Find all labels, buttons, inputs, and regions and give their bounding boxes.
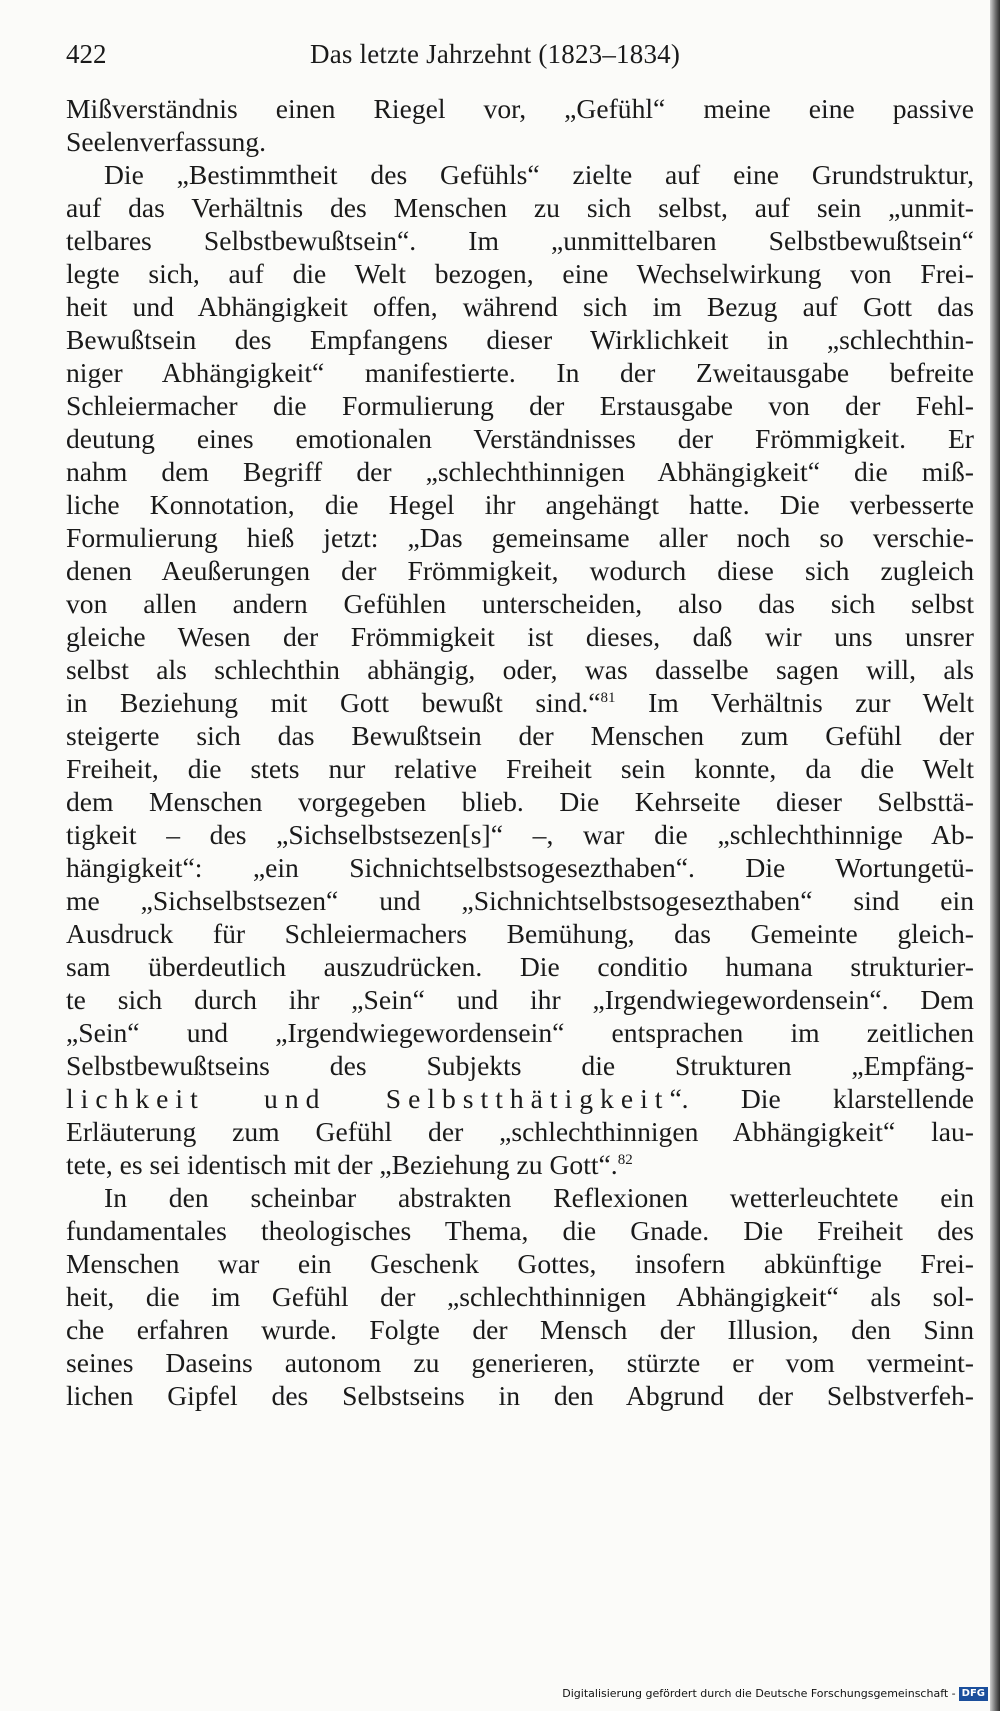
- line-text: fundamentales theologisches Thema, die Gnade. Die Freiheit des: [66, 1215, 974, 1246]
- text-line: [66, 125, 974, 158]
- line-text: te sich durch ihr „Sein“ und ihr „Irgendwiegewordensein“. Dem: [66, 984, 974, 1015]
- text-line: [66, 1379, 974, 1412]
- text-line: [66, 1247, 974, 1280]
- line-text: hängigkeit“: „ein Sichnichtselbstsogesezthaben“. Die Wortungetü-: [66, 852, 974, 883]
- line-text: sam überdeutlich auszudrücken. Die conditio humana strukturier-: [66, 951, 974, 982]
- running-head: Das letzte Jahrzehnt (1823–1834): [310, 39, 681, 69]
- text-line: [66, 752, 974, 785]
- text-line: [66, 686, 974, 719]
- text-line: [66, 1115, 974, 1148]
- text-line: [66, 455, 974, 488]
- text-line: [66, 257, 974, 290]
- line-text: auf das Verhältnis des Menschen zu sich selbst, auf sein „unmit-: [66, 192, 974, 223]
- line-text: von allen andern Gefühlen unterscheiden, also das sich selbst: [66, 588, 974, 619]
- line-text: seines Daseins autonom zu generieren, stürzte er vom vermeint-: [66, 1347, 974, 1378]
- line-text: heit und Abhängigkeit offen, während sich im Bezug auf Gott das: [66, 291, 974, 322]
- line-text: „Sein“ und „Irgendwiegewordensein“ entsprachen im zeitlichen: [66, 1017, 974, 1048]
- line-text: “. Die klarstellende: [669, 1083, 974, 1114]
- line-text: legte sich, auf die Welt bezogen, eine Wechselwirkung von Frei-: [66, 258, 974, 289]
- line-text: liche Konnotation, die Hegel ihr angehängt hatte. Die verbesserte: [66, 489, 974, 520]
- text-line: [66, 158, 974, 191]
- line-text: in Beziehung mit Gott bewußt sind.“: [66, 687, 601, 718]
- line-text: Formulierung hieß jetzt: „Das gemeinsame aller noch so verschie-: [66, 522, 974, 553]
- text-line: [66, 983, 974, 1016]
- line-text: Seelenverfassung.: [66, 126, 266, 157]
- line-text: Schleiermacher die Formulierung der Erstausgabe von der Fehl-: [66, 390, 974, 421]
- text-line: [66, 1016, 974, 1049]
- page-edge-shadow: [990, 0, 1000, 1711]
- line-text: selbst als schlechthin abhängig, oder, was dasselbe sagen will, als: [66, 654, 974, 685]
- text-line: [66, 422, 974, 455]
- line-text: heit, die im Gefühl der „schlechthinnigen Abhängigkeit“ als sol-: [66, 1281, 974, 1312]
- text-line: [66, 1280, 974, 1313]
- footnote-marker: 82: [617, 1152, 633, 1168]
- digitization-credit: [562, 1686, 988, 1702]
- line-text: Bewußtsein des Empfangens dieser Wirklichkeit in „schlechthin-: [66, 324, 974, 355]
- text-line: [66, 191, 974, 224]
- text-line: [66, 950, 974, 983]
- text-line: [66, 1181, 974, 1214]
- credit-text: Digitalisierung gefördert durch die Deutsche Forschungsgemeinschaft -: [562, 1687, 956, 1700]
- line-text: Ausdruck für Schleiermachers Bemühung, das Gemeinte gleich-: [66, 918, 974, 949]
- line-text: niger Abhängigkeit“ manifestierte. In der Zweitausgabe befreite: [66, 357, 974, 388]
- text-line: [66, 1148, 974, 1181]
- line-text: Freiheit, die stets nur relative Freiheit sein konnte, da die Welt: [66, 753, 974, 784]
- text-line: [66, 521, 974, 554]
- text-line: [66, 1082, 974, 1115]
- text-line: [66, 356, 974, 389]
- text-line: [66, 224, 974, 257]
- line-text: me „Sichselbstsezen“ und „Sichnichtselbstsogesezthaben“ sind ein: [66, 885, 974, 916]
- text-line: [66, 1214, 974, 1247]
- line-text: gleiche Wesen der Frömmigkeit ist dieses, daß wir uns unsrer: [66, 621, 974, 652]
- text-line: [66, 653, 974, 686]
- text-line: [66, 884, 974, 917]
- line-text: telbares Selbstbewußtsein“. Im „unmittelbaren Selbstbewußtsein“: [66, 225, 974, 256]
- text-line: [66, 719, 974, 752]
- text-line: [66, 488, 974, 521]
- text-line: [66, 290, 974, 323]
- line-text: dem Menschen vorgegeben blieb. Die Kehrseite dieser Selbsttä-: [66, 786, 974, 817]
- line-text: steigerte sich das Bewußtsein der Menschen zum Gefühl der: [66, 720, 974, 751]
- line-text: Mißverständnis einen Riegel vor, „Gefühl“ meine eine passive: [66, 93, 974, 124]
- line-text: deutung eines emotionalen Verständnisses der Frömmigkeit. Er: [66, 423, 974, 454]
- spaced-emphasis: lichkeit und Selbstthätigkeit: [66, 1083, 670, 1114]
- line-text: denen Aeußerungen der Frömmigkeit, wodurch diese sich zugleich: [66, 555, 974, 586]
- text-line: [66, 1313, 974, 1346]
- text-line: [66, 554, 974, 587]
- text-line: [66, 917, 974, 950]
- text-line: [66, 323, 974, 356]
- line-text: Die „Bestimmtheit des Gefühls“ zielte auf eine Grundstruktur,: [104, 159, 974, 190]
- text-line: [66, 620, 974, 653]
- text-line: [66, 1346, 974, 1379]
- line-text: Menschen war ein Geschenk Gottes, insofern abkünftige Frei-: [66, 1248, 974, 1279]
- text-line: [66, 92, 974, 125]
- text-line: [66, 818, 974, 851]
- line-text: tigkeit – des „Sichselbstsezen[s]“ –, war die „schlechthinnige Ab-: [66, 819, 974, 850]
- line-text: Selbstbewußtseins des Subjekts die Strukturen „Empfäng-: [66, 1050, 974, 1081]
- text-line: [66, 389, 974, 422]
- line-text-continued: Im Verhältnis zur Welt: [615, 687, 974, 718]
- line-text: Erläuterung zum Gefühl der „schlechthinnigen Abhängigkeit“ lau-: [66, 1116, 974, 1147]
- line-text: che erfahren wurde. Folgte der Mensch der Illusion, den Sinn: [66, 1314, 974, 1345]
- text-line: [66, 785, 974, 818]
- line-text: tete, es sei identisch mit der „Beziehung zu Gott“.: [66, 1149, 618, 1180]
- text-line: [66, 1049, 974, 1082]
- line-text: In den scheinbar abstrakten Reflexionen wetterleuchtete ein: [104, 1182, 974, 1213]
- page-header: [66, 34, 976, 74]
- line-text: nahm dem Begriff der „schlechthinnigen Abhängigkeit“ die miß-: [66, 456, 974, 487]
- body-text: [66, 92, 974, 1412]
- footnote-marker: 81: [600, 690, 616, 706]
- dfg-logo: DFG: [959, 1687, 988, 1701]
- text-line: [66, 851, 974, 884]
- page-number: 422: [66, 39, 107, 69]
- text-line: [66, 587, 974, 620]
- line-text: lichen Gipfel des Selbstseins in den Abgrund der Selbstverfeh-: [66, 1380, 974, 1411]
